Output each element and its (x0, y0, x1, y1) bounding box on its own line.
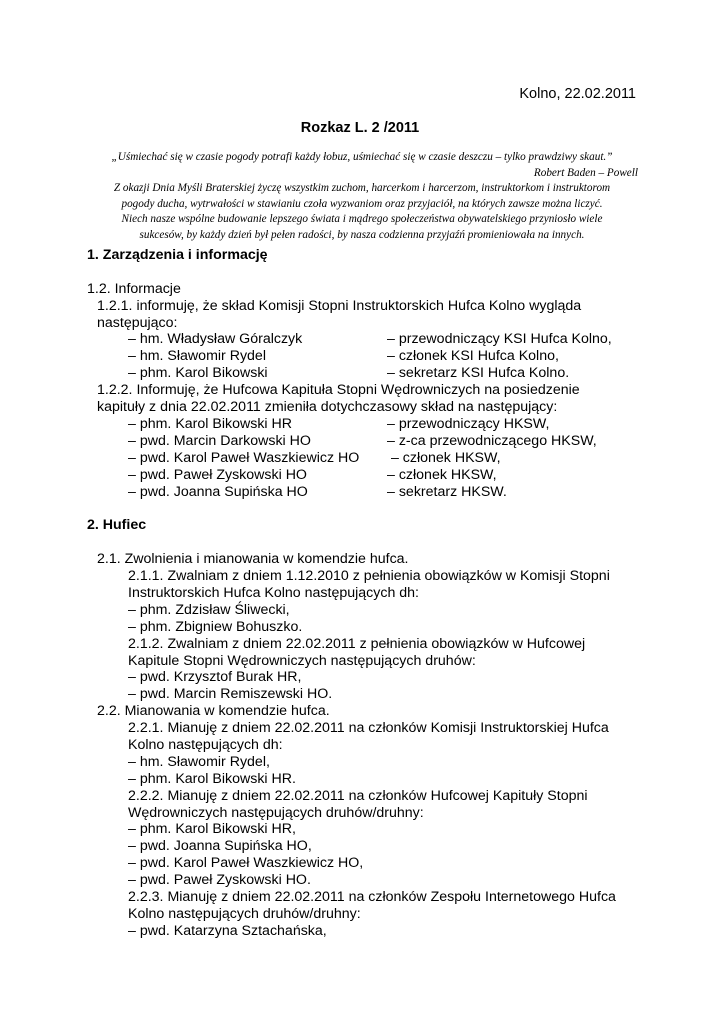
member-role: – sekretarz KSI Hufca Kolno. (387, 365, 570, 382)
member-role: – z-ca przewodniczącego HKSW, (387, 432, 597, 449)
wishes-line: Z okazji Dnia Myśli Braterskiej życzę wszystkim zuchom, harcerkom i harcerzom, instruktorkom i instruktorom (113, 182, 611, 194)
list-item: – pwd. Joanna Supińska HO, (128, 838, 312, 855)
paragraph-2-2-2: Wędrowniczych następujących druhów/druhny: (128, 804, 424, 821)
member-role: – przewodniczący KSI Hufca Kolno, (387, 331, 612, 348)
motto-author: Robert Baden – Powell (533, 166, 638, 179)
section-2-heading: 2. Hufiec (87, 517, 147, 534)
paragraph-1-2-2: 1.2.2. Informuję, że Hufcowa Kapituła Stopni Wędrowniczych na posiedzenie (97, 382, 580, 399)
member-name: – phm. Karol Bikowski (128, 365, 268, 382)
member-role: – sekretarz HKSW. (387, 483, 507, 500)
member-name: – pwd. Paweł Zyskowski HO (128, 466, 307, 483)
hksw-member-row (87, 450, 647, 467)
order-title (0, 120, 724, 136)
member-name: – hm. Władysław Góralczyk (128, 331, 303, 348)
hksw-member-row (87, 484, 647, 501)
member-role: – przewodniczący HKSW, (387, 415, 550, 432)
paragraph-1-2-2: kapituły z dnia 22.02.2011 zmieniła dotychczasowy skład na następujący: (97, 399, 558, 416)
member-name: – phm. Karol Bikowski HR (128, 415, 292, 432)
order-body (87, 247, 647, 940)
ksi-member-row (87, 365, 647, 382)
paragraph-2-2-2: 2.2.2. Mianuję z dniem 22.02.2011 na członków Hufcowej Kapituły Stopni (128, 787, 588, 804)
hksw-member-row (87, 416, 647, 433)
hksw-member-row (87, 467, 647, 484)
list-item: – pwd. Karol Paweł Waszkiewicz HO, (128, 855, 364, 872)
member-name: – pwd. Karol Paweł Waszkiewicz HO (128, 449, 360, 466)
section-1-heading: 1. Zarządzenia i informację (87, 247, 268, 263)
order-title-text: Rozkaz L. 2 /2011 (300, 120, 420, 136)
ksi-member-row (87, 331, 647, 348)
paragraph-2-1-1: 2.1.1. Zwalniam z dniem 1.12.2010 z pełnienia obowiązków w Komisji Stopni (128, 568, 610, 585)
paragraph-1-2-1: 1.2.1. informuję, że skład Komisji Stopni Instruktorskich Hufca Kolno wygląda (97, 297, 582, 314)
paragraph-2-2-1: Kolno następujących dh: (128, 736, 283, 753)
subsection-2-1: 2.1. Zwolnienia i mianowania w komendzie hufca. (97, 551, 409, 568)
paragraph-1-2-1: następująco: (97, 314, 178, 331)
ksi-member-row (87, 348, 647, 365)
paragraph-2-2-1: 2.2.1. Mianuję z dniem 22.02.2011 na członków Komisji Instruktorskiej Hufca (128, 720, 609, 737)
wishes-line: Niech nasze wspólne budowanie lepszego świata i mądrego społeczeństwa obywatelskiego przyniosło wiele (121, 213, 603, 225)
subsection-2-2: 2.2. Mianowania w komendzie hufca. (97, 703, 330, 720)
list-item: – phm. Zdzisław Śliwecki, (128, 601, 290, 618)
member-name: – hm. Sławomir Rydel (128, 348, 266, 365)
list-item: – pwd. Marcin Remiszewski HO. (128, 686, 333, 703)
member-role: – członek KSI Hufca Kolno, (387, 348, 559, 365)
list-item: – phm. Karol Bikowski HR, (128, 821, 296, 838)
hksw-member-row (87, 433, 647, 450)
paragraph-2-2-3: Kolno następujących druhów/druhny: (128, 905, 361, 922)
member-name: – pwd. Joanna Supińska HO (128, 483, 308, 500)
wishes-line: sukcesów, by każdy dzień był pełen radości, by nasza codzienna przyjaźń promieniowała na innych. (139, 228, 585, 241)
paragraph-2-2-3: 2.2.3. Mianuję z dniem 22.02.2011 na członków Zespołu Internetowego Hufca (128, 888, 616, 905)
list-item: – pwd. Krzysztof Burak HR, (128, 669, 302, 686)
paragraph-2-1-2: 2.1.2. Zwalniam z dniem 22.02.2011 z pełnienia obowiązków w Hufcowej (128, 635, 586, 652)
list-item: – hm. Sławomir Rydel, (128, 753, 270, 770)
list-item: – pwd. Katarzyna Sztachańska, (128, 922, 327, 939)
list-item: – pwd. Paweł Zyskowski HO. (128, 872, 311, 889)
motto-quote: „Uśmiechać się w czasie pogody potrafi każdy łobuz, uśmiechać się w czasie deszczu – tylko prawdziwy skaut.” (111, 151, 613, 163)
paragraph-2-1-1: Instruktorskich Hufca Kolno następujących dh: (128, 584, 419, 601)
place-date: Kolno, 22.02.2011 (519, 86, 636, 102)
member-role: – członek HKSW, (387, 466, 497, 483)
subsection-1-2: 1.2. Informacje (87, 280, 181, 297)
list-item: – phm. Karol Bikowski HR. (128, 770, 296, 787)
member-role: – członek HKSW, (387, 449, 501, 466)
wishes-line: pogody ducha, wytrwałości w stawianiu czoła wyzwaniom oraz przyjaciół, na których zawsze można liczyć. (121, 197, 603, 210)
motto-block (86, 150, 638, 243)
member-name: – pwd. Marcin Darkowski HO (128, 432, 311, 449)
paragraph-2-1-2: Kapitule Stopni Wędrowniczych następujących druhów: (128, 652, 476, 669)
list-item: – phm. Zbigniew Bohuszko. (128, 618, 303, 635)
